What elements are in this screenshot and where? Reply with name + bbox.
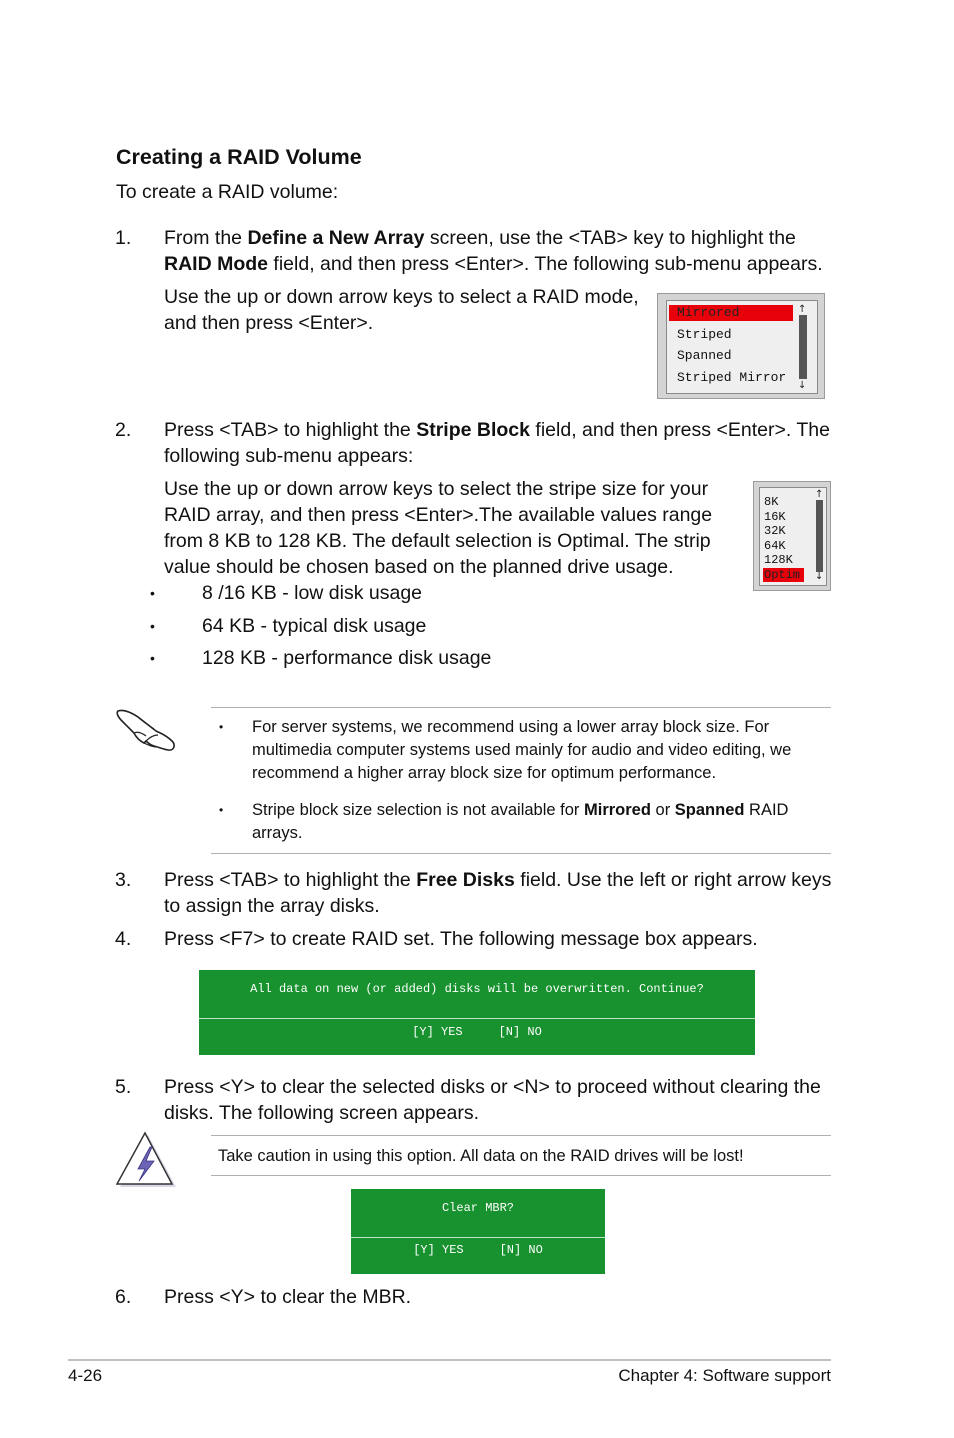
scrollbar[interactable] xyxy=(816,500,823,572)
hand-note-icon xyxy=(114,703,178,753)
step-4-number: 4. xyxy=(115,928,132,950)
clear-mbr-options[interactable]: [Y] YES [N] NO xyxy=(413,1243,543,1257)
step-2-paragraph: Use the up or down arrow keys to select the stripe size for your RAID array, and then press <Enter>.The available values range from 8 KB to 128 KB. The default selection is Optimal. The strip value should be chosen based on the planned drive usage. xyxy=(164,478,713,578)
step-1-subtext: Use the up or down arrow keys to select a RAID mode, and then press <Enter>. xyxy=(164,286,639,334)
divider xyxy=(199,1018,755,1019)
raid-mode-menu xyxy=(657,293,825,399)
bullet-performance-usage: 128 KB - performance disk usage xyxy=(202,647,492,669)
arrow-down-icon: ↓ xyxy=(815,571,824,582)
stripe-option-16k[interactable]: 16K xyxy=(764,510,786,524)
note-bottom-rule xyxy=(211,853,831,854)
bullet-dot: • xyxy=(150,650,155,666)
intro-text: To create a RAID volume: xyxy=(116,181,339,203)
caution-top-rule xyxy=(211,1135,831,1136)
step-5-text: Press <Y> to clear the selected disks or <N> to proceed without clearing the disks. The following screen appears. xyxy=(164,1076,821,1124)
overwrite-message-box xyxy=(199,970,755,1055)
divider xyxy=(351,1237,605,1238)
raid-mode-option-mirrored[interactable]: Mirrored xyxy=(669,305,793,321)
stripe-option-32k[interactable]: 32K xyxy=(764,524,786,538)
overwrite-message: All data on new (or added) disks will be overwritten. Continue? xyxy=(250,982,704,996)
step-2-text: Press <TAB> to highlight the Stripe Block field, and then press <Enter>. The following sub-menu appears: xyxy=(164,419,830,467)
chapter-title: Chapter 4: Software support xyxy=(618,1366,831,1385)
raid-mode-option-striped[interactable]: Striped xyxy=(677,327,732,342)
clear-mbr-message: Clear MBR? xyxy=(441,1201,514,1215)
caution-text: Take caution in using this option. All data on the RAID drives will be lost! xyxy=(218,1147,744,1165)
arrow-down-icon: ↓ xyxy=(798,380,807,391)
note-top-rule xyxy=(211,707,831,708)
step-4-text: Press <F7> to create RAID set. The following message box appears. xyxy=(164,928,758,950)
raid-mode-option-spanned[interactable]: Spanned xyxy=(677,348,732,363)
bullet-typical-usage: 64 KB - typical disk usage xyxy=(202,615,427,637)
stripe-size-menu xyxy=(753,481,831,591)
scrollbar[interactable] xyxy=(799,315,807,379)
raid-mode-option-striped-mirror[interactable]: Striped Mirror xyxy=(677,370,787,385)
note-bullet-2: Stripe block size selection is not available for Mirrored or Spanned RAID arrays. xyxy=(252,801,789,842)
step-3-number: 3. xyxy=(115,869,132,891)
bullet-dot: • xyxy=(219,803,224,817)
step-1-number: 1. xyxy=(115,227,132,249)
overwrite-options[interactable]: [Y] YES [N] NO xyxy=(412,1025,542,1039)
step-1-text: From the Define a New Array screen, use the <TAB> key to highlight the RAID Mode field, and then press <Enter>. The following sub-menu appears. xyxy=(164,227,823,275)
section-title: Creating a RAID Volume xyxy=(116,145,362,169)
step-6-text: Press <Y> to clear the MBR. xyxy=(164,1286,412,1308)
bullet-dot: • xyxy=(150,618,155,634)
warning-icon xyxy=(114,1131,178,1191)
step-3-text: Press <TAB> to highlight the Free Disks field. Use the left or right arrow keys to assign the array disks. xyxy=(164,869,832,917)
stripe-option-8k[interactable]: 8K xyxy=(764,495,779,509)
footer-rule xyxy=(68,1359,831,1361)
page-number: 4-26 xyxy=(68,1366,103,1385)
clear-mbr-box xyxy=(351,1189,605,1274)
step-5-number: 5. xyxy=(115,1076,132,1098)
stripe-option-128k[interactable]: 128K xyxy=(764,553,793,567)
arrow-up-icon: ↑ xyxy=(815,489,824,500)
note-bullet-1: For server systems, we recommend using a lower array block size. For multimedia computer systems used mainly for audio and video editing, we recommend a higher array block size for optimum performance. xyxy=(252,718,792,782)
arrow-up-icon: ↑ xyxy=(798,304,807,315)
caution-bottom-rule xyxy=(211,1175,831,1176)
step-6-number: 6. xyxy=(115,1286,132,1308)
stripe-option-64k[interactable]: 64K xyxy=(764,539,786,553)
bullet-dot: • xyxy=(150,585,155,601)
bullet-low-usage: 8 /16 KB - low disk usage xyxy=(202,582,423,604)
step-2-number: 2. xyxy=(115,419,132,441)
stripe-option-optim[interactable]: Optim xyxy=(763,568,804,582)
bullet-dot: • xyxy=(219,720,224,734)
